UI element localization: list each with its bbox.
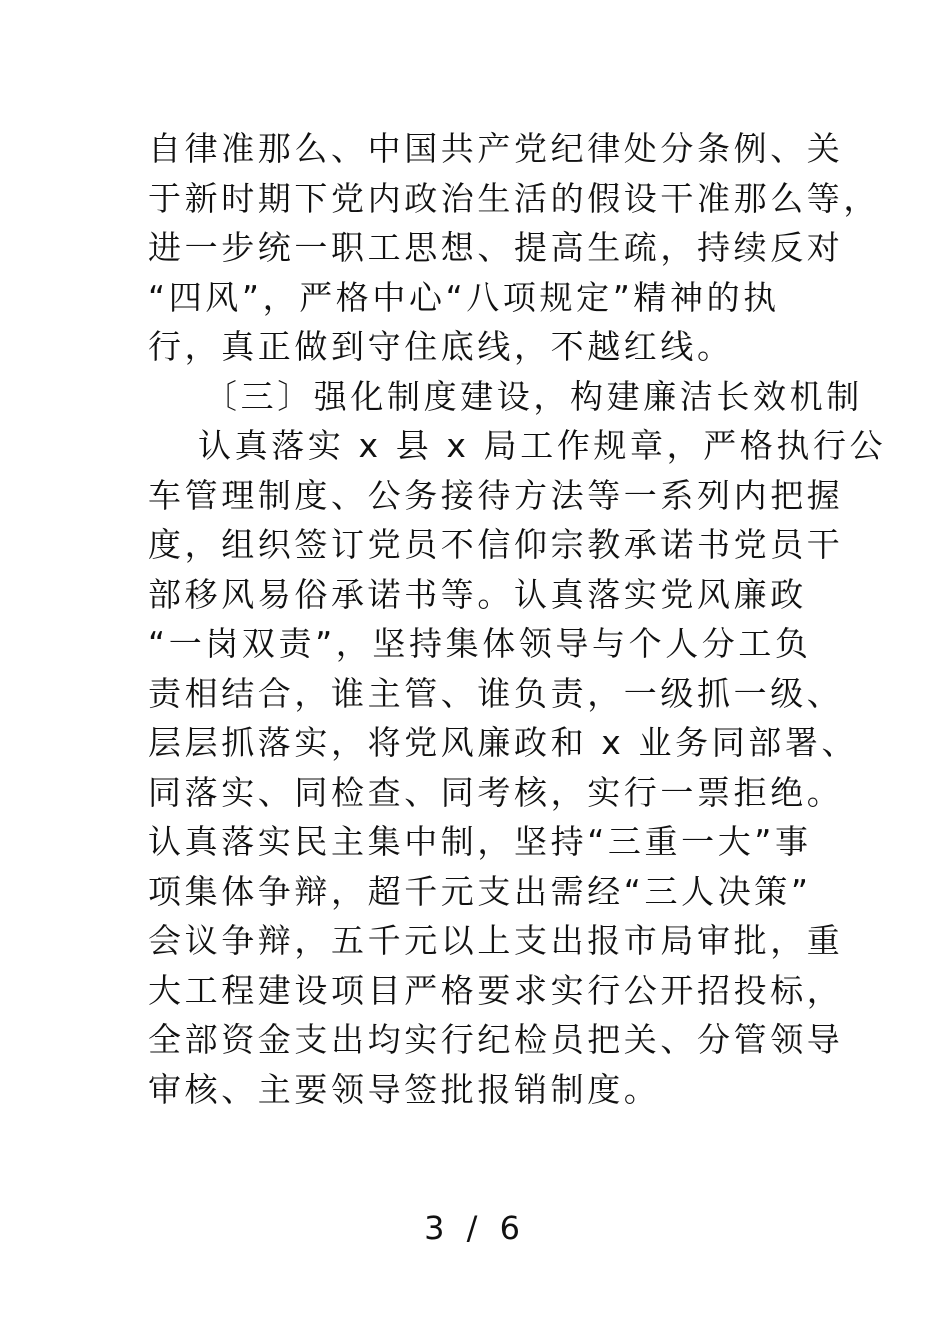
text-line: 项集体争辩，超千元支出需经“三人决策” bbox=[148, 871, 812, 911]
text-line: 进一步统一职工思想、提高生疏，持续反对 bbox=[148, 228, 844, 267]
text-line: 行，真正做到守住底线，不越红线。 bbox=[148, 327, 734, 366]
text-line: 审核、主要领导签批报销制度。 bbox=[148, 1069, 661, 1109]
text-line: 于新时期下党内政治生活的假设干准那么等， bbox=[148, 178, 880, 218]
text-line: 大工程建设项目严格要求实行公开招投标， bbox=[148, 970, 844, 1010]
text-line: 度，组织签订党员不信仰宗教承诺书党员干 bbox=[148, 525, 844, 564]
text-line: 同落实、同检查、同考核，实行一票拒绝。 bbox=[148, 772, 844, 812]
section-heading: 〔三〕强化制度建设，构建廉洁长效机制 bbox=[204, 376, 863, 416]
text-line: 层层抓落实，将党风廉政和 x 业务同部署、 bbox=[148, 723, 859, 762]
text-line: “四风”，严格中心“八项规定”精神的执 bbox=[148, 277, 780, 317]
text-line: 自律准那么、中国共产党纪律处分条例、关 bbox=[148, 129, 844, 168]
text-line: 认真落实 x 县 x 局工作规章，严格执行公 bbox=[198, 426, 887, 465]
text-line: 部移风易俗承诺书等。认真落实党风廉政 bbox=[148, 574, 807, 614]
text-line: 认真落实民主集中制，坚持“三重一大”事 bbox=[148, 822, 812, 861]
text-line: 车管理制度、公务接待方法等一系列内把握 bbox=[148, 475, 844, 515]
text-line: 责相结合，谁主管、谁负责，一级抓一级、 bbox=[148, 673, 844, 713]
body-text bbox=[148, 124, 887, 1114]
text-line: 会议争辩，五千元以上支出报市局审批，重 bbox=[148, 921, 844, 960]
text-line: 全部资金支出均实行纪检员把关、分管领导 bbox=[148, 1020, 844, 1059]
text-line: “一岗双责”，坚持集体领导与个人分工负 bbox=[148, 624, 812, 663]
page-number: 3 / 6 bbox=[424, 1209, 526, 1247]
